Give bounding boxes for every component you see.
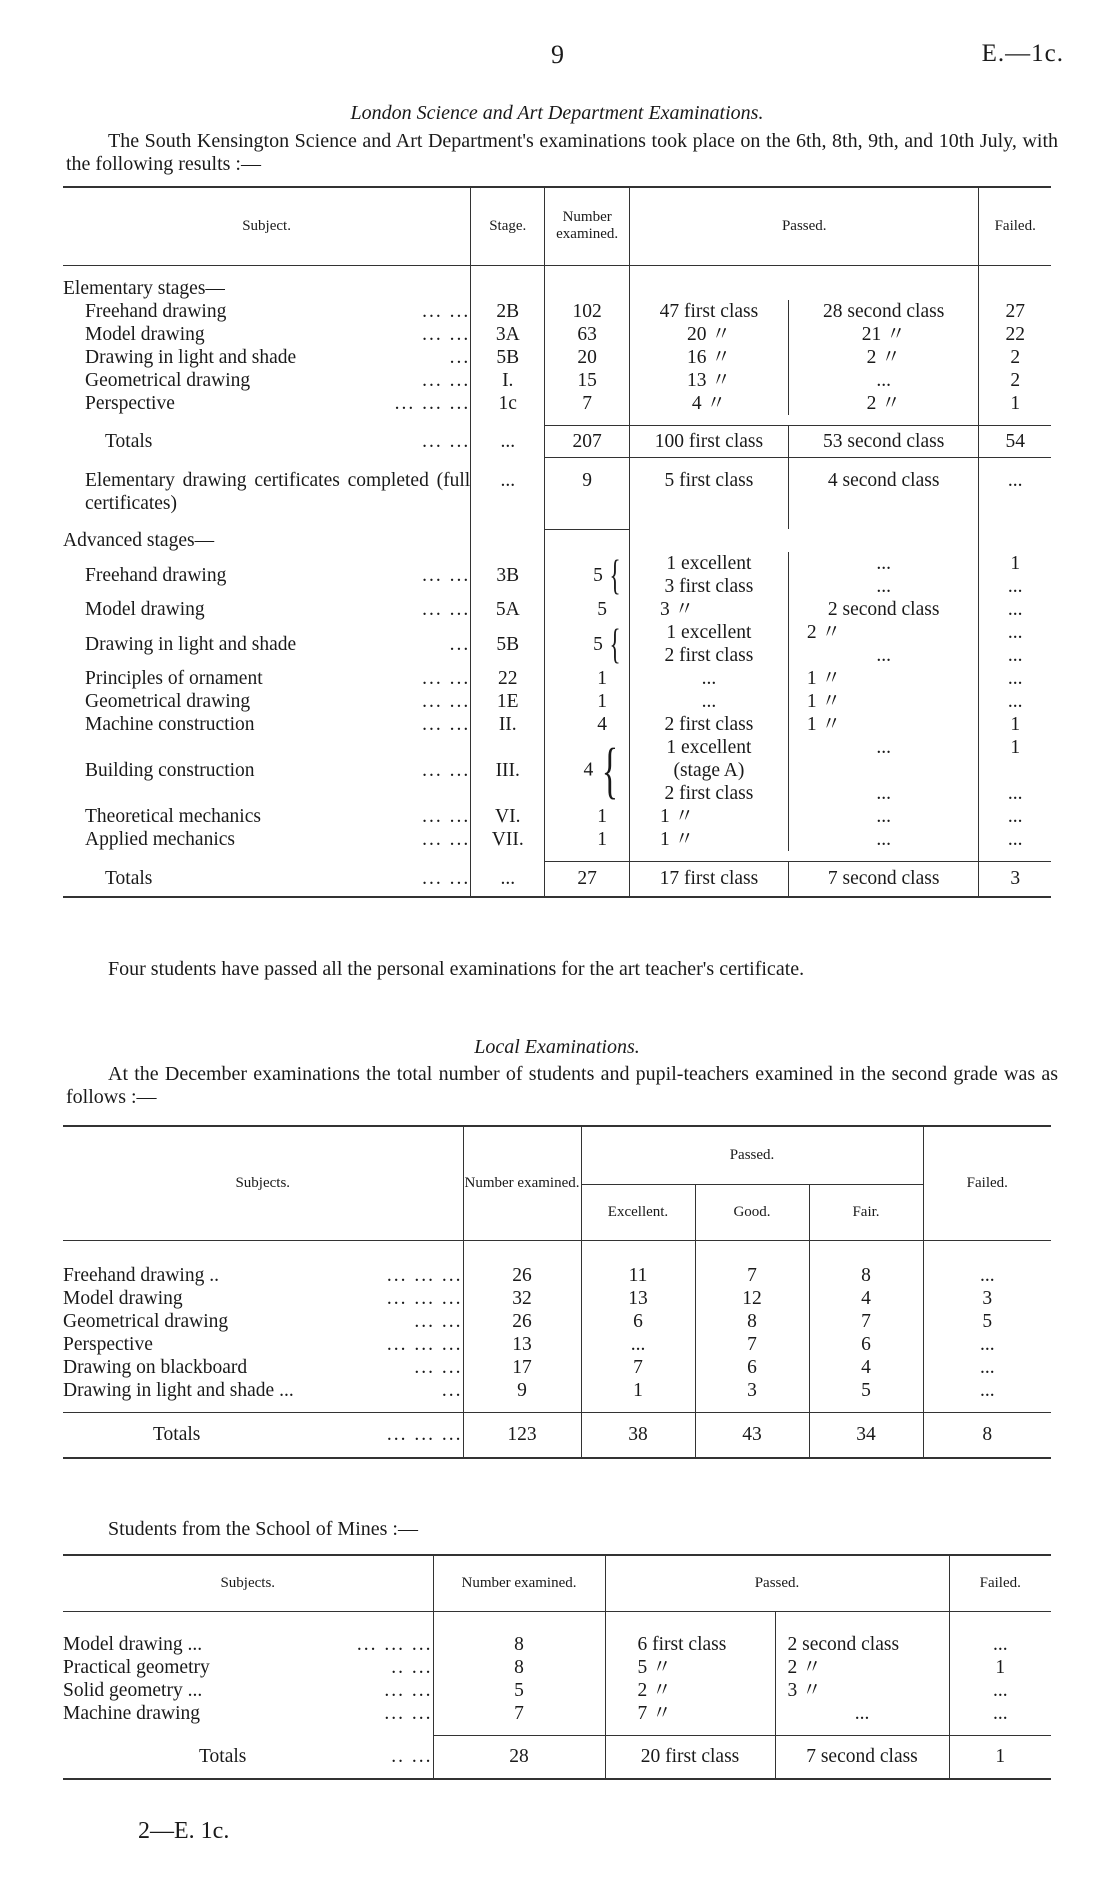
section-title-local: Local Examinations.: [474, 1036, 640, 1058]
table-row: Solid geometry ... ... ... 5 2 〃 3 〃 ...: [63, 1679, 1051, 1702]
footer-signature: 2—E. 1c.: [138, 1818, 230, 1844]
col-header-failed: Failed.: [923, 1126, 1051, 1240]
table-row: Drawing on blackboard ... ... 17 7 6 4 ...: [63, 1356, 1051, 1379]
col-header-excellent: Excellent.: [581, 1184, 695, 1240]
col-header-subjects: Subjects.: [63, 1126, 463, 1240]
page-number: 9: [551, 40, 564, 69]
table-row: Freehand drawing .. ... ... ... 26 11 7 8 ...: [63, 1264, 1051, 1287]
col-header-failed: Failed.: [949, 1555, 1051, 1611]
col-header-fair: Fair.: [809, 1184, 923, 1240]
table-row: Applied mechanics ... ... VII. 1 1 〃 ... ...: [63, 828, 1051, 851]
table-row: Drawing in light and shade ... 5B 20 16 〃 2 〃 2: [63, 346, 1051, 369]
section-title-london: London Science and Art Department Examinations.: [350, 102, 764, 124]
col-header-stage: Stage.: [471, 187, 545, 265]
local-totals-row: Totals ... ... ... 123 38 43 34 8: [63, 1412, 1051, 1458]
col-header-good: Good.: [695, 1184, 809, 1240]
art-teacher-note: Four students have passed all the personal examinations for the art teacher's certificate.: [108, 958, 805, 980]
table-row: Principles of ornament ... ... 22 1 ... 1 〃 ...: [63, 667, 1051, 690]
col-header-number: Number examined.: [433, 1555, 605, 1611]
science-art-results-table: [63, 186, 1051, 898]
table-row: Model drawing ... ... ... 32 13 12 4 3: [63, 1287, 1051, 1310]
table-row: Geometrical drawing ... ... 26 6 8 7 5: [63, 1310, 1051, 1333]
table-row: Model drawing ... ... 3A 63 20 〃 21 〃 22: [63, 323, 1051, 346]
brace-symbol: {: [609, 553, 621, 598]
table-row: Model drawing ... ... ... ... 8 6 first class 2 second class ...: [63, 1633, 1051, 1656]
col-header-passed: Passed.: [605, 1555, 949, 1611]
table-row: Machine drawing ... ... 7 7 〃 ... ...: [63, 1702, 1051, 1725]
table-row: Machine construction ... ... II. 4 2 first class 1 〃 1: [63, 713, 1051, 736]
col-header-passed: Passed.: [581, 1126, 923, 1184]
page-reference: E.—1c.: [981, 40, 1064, 67]
table-row: Drawing in light and shade ... 5B 5 { 1 excellent 2 first class 2 〃 ... ... ...: [63, 621, 1051, 667]
school-of-mines-table: [63, 1554, 1051, 1780]
table-row: Building construction ... ... III. 4 { 1 excellent (stage A) 2 first class ... ... 1 ...: [63, 736, 1051, 805]
table-row: Perspective ... ... ... 13 ... 7 6 ...: [63, 1333, 1051, 1356]
col-header-subjects: Subjects.: [63, 1555, 433, 1611]
table-row: Practical geometry .. ... 8 5 〃 2 〃 1: [63, 1656, 1051, 1679]
col-header-subject: Subject.: [63, 187, 471, 265]
table-row: Perspective ... ... ... 1c 7 4 〃 2 〃 1: [63, 392, 1051, 415]
table-row: Freehand drawing ... ... 3B 5 { 1 excellent 3 first class ... ... 1 ...: [63, 552, 1051, 598]
col-header-number: Number examined.: [463, 1126, 581, 1240]
table-row: Geometrical drawing ... ... I. 15 13 〃 ... 2: [63, 369, 1051, 392]
table-row: Drawing in light and shade ... ... 9 1 3 5 ...: [63, 1379, 1051, 1402]
col-header-number: Number examined.: [545, 187, 630, 265]
elementary-heading: Elementary stages—: [63, 278, 225, 299]
table-row: Freehand drawing ... ... 2B 102 47 first class 28 second class 27: [63, 300, 1051, 323]
table-row: Theoretical mechanics ... ... VI. 1 1 〃 ... ...: [63, 805, 1051, 828]
brace-symbol: {: [601, 736, 619, 805]
local-exam-results-table: [63, 1125, 1051, 1459]
table-row: Model drawing ... ... 5A 5 3 〃 2 second class ...: [63, 598, 1051, 621]
col-header-passed: Passed.: [630, 187, 979, 265]
elementary-totals-row: Totals ... ... ... 207 100 first class 53 second class 54: [63, 425, 1051, 457]
advanced-totals-row: Totals ... ... ... 27 17 first class 7 second class 3: [63, 861, 1051, 897]
brace-symbol: {: [609, 622, 621, 667]
section-intro-london: The South Kensington Science and Art Department's examinations took place on the 6th, 8th, 9th, and 10th July, with the following results :—: [66, 130, 1058, 175]
col-header-failed: Failed.: [979, 187, 1051, 265]
mines-totals-row: Totals .. ... 28 20 first class 7 second class 1: [63, 1735, 1051, 1779]
school-of-mines-intro: Students from the School of Mines :—: [108, 1518, 418, 1540]
section-intro-local: At the December examinations the total number of students and pupil-teachers examined in the second grade was as follows :—: [66, 1063, 1058, 1108]
advanced-heading: Advanced stages—: [63, 530, 215, 551]
table-row: Geometrical drawing ... ... 1E 1 ... 1 〃 ...: [63, 690, 1051, 713]
certificates-row: Elementary drawing certificates completed (full certificates) ... 9 5 first class 4 second class ...: [63, 469, 1051, 515]
